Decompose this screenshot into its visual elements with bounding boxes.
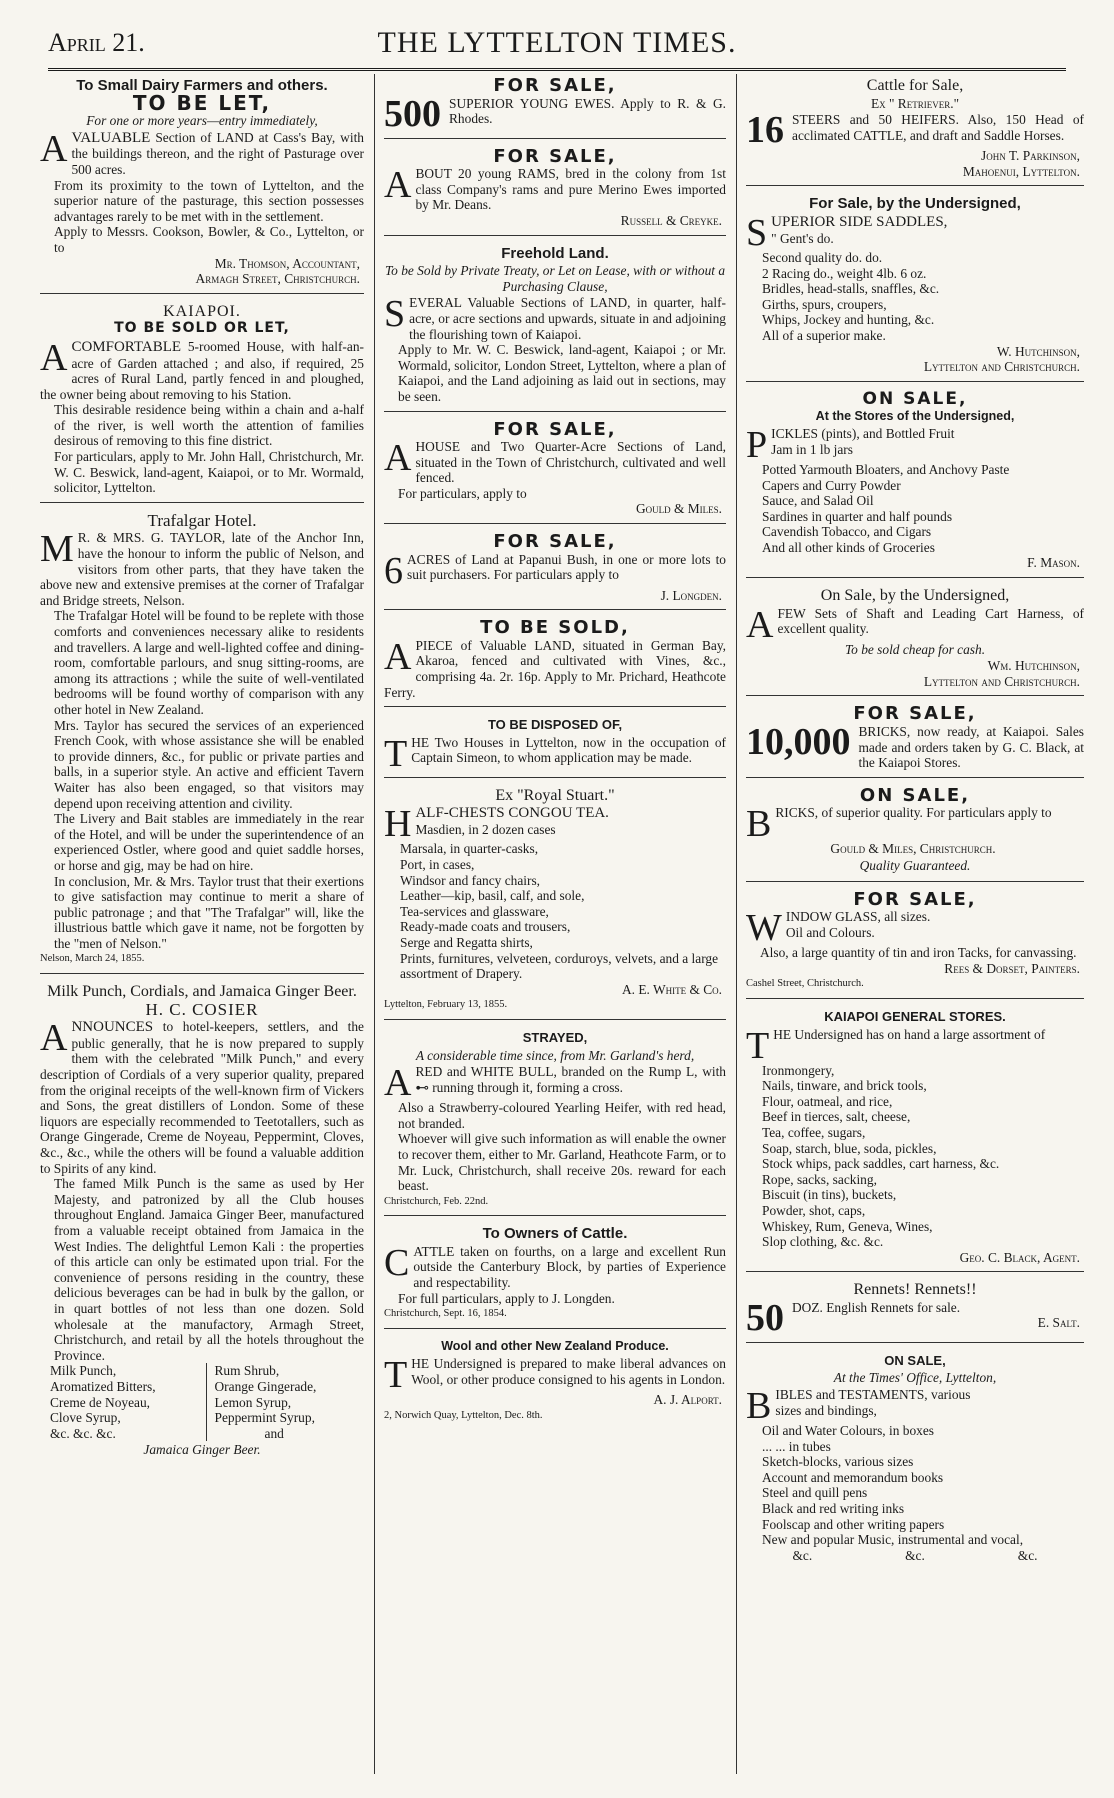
ad-heading: FOR SALE, [493, 531, 617, 553]
list-item: Black and red writing inks [762, 1501, 905, 1517]
ad-owners-of-cattle [384, 1222, 726, 1329]
ad-lead: COMFORTABLE [71, 338, 182, 355]
ad-signature: Geo. C. Black, Agent. [959, 1249, 1080, 1265]
ad-body: In conclusion, Mr. & Mrs. Taylor trust that their exertions to give satisfaction may continue to merit a share of public patronage ; and that "The Trafalgar" will, like the illustrious battle which gave it name, not be forgotten by the "men of Nelson." [54, 873, 364, 951]
list-item: Stock whips, pack saddles, cart harness, &c. [762, 1156, 1000, 1172]
ad-heading: Freehold Land. [501, 244, 609, 262]
ad-signature: E. Salt. [1037, 1315, 1080, 1331]
list-item: Cavendish Tobacco, and Cigars [762, 524, 932, 540]
product-list [40, 1363, 364, 1441]
drop-cap: A [40, 336, 68, 379]
column-1 [40, 74, 364, 1774]
etc-mark: &c. [792, 1547, 813, 1563]
ad-signature: W. Hutchinson, [996, 343, 1080, 359]
list-item: Powder, shot, caps, [762, 1202, 866, 1218]
ad-body: Oil and Colours. [785, 924, 875, 940]
drop-cap: A [384, 635, 412, 678]
ad-dateline: 2, Norwich Quay, Lyttelton, Dec. 8th. [384, 1410, 543, 1422]
list-item: Marsala, in quarter-casks, [400, 841, 539, 857]
ad-address: Mahoenui, Lyttelton. [962, 163, 1080, 179]
ad-body: 5-roomed House, with half-an-acre of Garden attached ; and also, if required, 25 acres of Rural Land, partly fenced in and ploughed, the owner being about removing to his Station. [40, 338, 364, 402]
ad-christchurch-house [384, 418, 726, 525]
list-item: Windsor and fancy chairs, [400, 872, 541, 888]
ad-body: From its proximity to the town of Lyttelton, and the superior nature of the pasturage, this section possesses advantages rarely to be met with in the settlement. [54, 177, 364, 224]
ad-times-office [746, 1349, 1084, 1570]
list-item: Whips, Jockey and hunting, &c. [762, 312, 935, 328]
list-item: Nails, tinware, and brick tools, [762, 1078, 927, 1094]
list-item: 2 Racing do., weight 4lb. 6 oz. [762, 265, 927, 281]
list-item: New and popular Music, instrumental and vocal, [762, 1532, 1024, 1548]
drop-cap: T [746, 1024, 770, 1067]
ad-heading: KAIAPOI GENERAL STORES. [824, 1008, 1006, 1024]
ad-strayed-bull [384, 1026, 726, 1216]
list-item: Beef in tierces, salt, cheese, [762, 1109, 911, 1125]
list-item: Girths, spurs, croupers, [762, 296, 887, 312]
ad-heading: Ex "Royal Stuart." [495, 786, 615, 804]
ad-big-number: 10,000 [746, 721, 851, 764]
ad-royal-stuart [384, 784, 726, 1020]
list-item: Sketch-blocks, various sizes [762, 1454, 914, 1470]
list-item: Masdien, in 2 dozen cases [415, 822, 556, 837]
list-item: Steel and quill pens [762, 1485, 868, 1501]
ad-body: For particulars, apply to Mr. John Hall, Christchurch, Mr. W. C. Beswick, land-agent, Kaiapoi, or to Mr. Wormald, solicitor, Lyttelton. [54, 449, 364, 496]
ad-lead: ICKLES (pints), and Bottled Fruit [771, 425, 955, 441]
ad-heading: FOR SALE, [493, 418, 617, 440]
ad-lead: INDOW GLASS, all sizes. [785, 909, 931, 925]
ad-body: ATTLE taken on fourths, on a large and excellent Run outside the Canterbury Block, by parties of Experience and respectability. [413, 1243, 726, 1291]
drop-cap: A [746, 603, 774, 646]
list-item: ... ... in tubes [762, 1438, 831, 1454]
ad-side-saddles [746, 192, 1084, 381]
list-item: Sardines in quarter and half pounds [762, 508, 953, 524]
list-item: Peppermint Syrup, [214, 1410, 315, 1426]
drop-cap: B [746, 803, 772, 846]
ad-heading: Cattle for Sale, [866, 77, 964, 94]
ad-body: DOZ. English Rennets for sale. [792, 1299, 961, 1315]
ad-cart-harness [746, 584, 1084, 696]
ad-body: Mrs. Taylor has secured the services of an experienced French Cook, with whose assistance she will be enabled to provide dinners, &c., for public or private parties and balls, in a superior style. An active and efficient Tavern Waiter has also been engaged, so that visitors may depend upon receiving attention and civility. [54, 717, 364, 811]
list-item: Account and memorandum books [762, 1469, 944, 1485]
ad-subheading: For one or more years—entry immediately, [86, 113, 318, 129]
ad-body: Apply to Messrs. Cookson, Bowler, & Co., Lyttelton, or to [54, 224, 364, 255]
drop-cap: C [384, 1241, 410, 1284]
ad-address: Lyttelton and Christchurch. [923, 673, 1080, 689]
list-item: Tea-services and glassware, [400, 903, 549, 919]
ad-heading: Wool and other New Zealand Produce. [441, 1338, 669, 1353]
ad-body: For full particulars, apply to J. Longden. [398, 1290, 615, 1306]
ad-freehold-land [384, 242, 726, 412]
list-item: Slop clothing, &c. &c. [762, 1234, 884, 1250]
drop-cap: T [384, 732, 408, 775]
ad-signature: Russell & Creyke. [620, 212, 722, 228]
list-item: " Gent's do. [771, 230, 834, 246]
list-item: Port, in cases, [400, 857, 475, 872]
ad-heading: Rennets! Rennets!! [853, 1281, 977, 1299]
drop-cap: A [384, 164, 412, 207]
ad-heading: FOR SALE, [493, 145, 617, 167]
list-item: Biscuit (in tins), buckets, [762, 1187, 897, 1203]
ad-heading: Trafalgar Hotel. [147, 510, 257, 530]
ad-heading: On Sale, by the Undersigned, [820, 587, 1010, 605]
ad-pickles-groceries [746, 388, 1084, 578]
ad-body: ACRES of Land at Papanui Bush, in one or more lots to suit purchasers. For particulars apply to [407, 551, 726, 583]
drop-cap: M [40, 528, 74, 571]
ad-rennets [746, 1278, 1084, 1343]
ad-signature: J. Longden. [660, 587, 722, 603]
ad-subheading: At the Times' Office, Lyttelton, [833, 1370, 997, 1386]
list-item: Tea, coffee, sugars, [762, 1124, 866, 1140]
ad-window-glass [746, 888, 1084, 999]
ad-body: The Livery and Bait stables are immediately in the rear of the Hotel, and will be under the superintendence of an experienced Ostler, where good and quiet saddle horses, or horse and gig, may be had on hire. [54, 811, 364, 873]
ad-body: HOUSE and Two Quarter-Acre Sections of Land, situated in the Town of Christchurch, cultivated and well fenced. [415, 439, 726, 486]
column-rule [736, 74, 737, 1774]
list-item: All of a superior make. [762, 327, 886, 343]
drop-cap: W [746, 907, 782, 950]
ad-wool-produce [384, 1335, 726, 1430]
drop-cap: A [40, 127, 68, 170]
list-item: Foolscap and other writing papers [762, 1516, 945, 1532]
list-item: Second quality do. do. [762, 249, 883, 265]
ad-body: For particulars, apply to [398, 485, 527, 501]
ad-body: The Trafalgar Hotel will be found to be replete with those comforts and conveniences necessary alike to residents and travellers. A large and well-lighted coffee and dining-room, comfortable parlours, and snug sitting-rooms, are among its attractions ; while the suite of well-ventilated bedrooms will be found worthy of comparison with any other hotel in New Zealand. [54, 608, 364, 717]
ad-big-number: 50 [746, 1296, 784, 1339]
ad-cosier-cordials [40, 980, 364, 1465]
list-item: Orange Gingerade, [214, 1378, 317, 1394]
ad-big-number: 500 [384, 92, 441, 135]
list-item: Aromatized Bitters, [50, 1378, 156, 1394]
ad-lead: VALUABLE [71, 129, 151, 146]
drop-cap: P [746, 423, 768, 466]
ad-body: Apply to Mr. W. C. Beswick, land-agent, Kaiapoi ; or Mr. Wormald, solicitor, London Street, Lyttelton, where a plan of Kaiapoi, and the Land adjoining as laid out in sections, may be seen. [398, 342, 726, 404]
ad-heading: KAIAPOI. [163, 302, 241, 320]
ad-lead: IBLES and TESTAMENTS, various [775, 1387, 971, 1403]
ad-dateline: Christchurch, Sept. 16, 1854. [384, 1308, 507, 1320]
list-item: Soap, starch, blue, soda, pickles, [762, 1140, 937, 1156]
list-item: sizes and bindings, [775, 1402, 877, 1418]
ad-bricks-kaiapoi [746, 702, 1084, 777]
etc-mark: &c. [1017, 1547, 1038, 1563]
etc-mark: &c. [905, 1547, 925, 1563]
ad-body: HE Undersigned is prepared to make liberal advances on Wool, or other produce consigned to his agents in London. [411, 1356, 726, 1388]
ad-body: BRICKS, now ready, at Kaiapoi. Sales made and orders taken by G. C. Black, at the Kaiapoi Stores. [858, 724, 1084, 771]
ad-heading: TO BE SOLD, [480, 617, 630, 639]
ad-body: STEERS and 50 HEIFERS. Also, 150 Head of acclimated CATTLE, and draft and Saddle Horses. [792, 112, 1084, 143]
ad-dateline: Nelson, March 24, 1855. [40, 953, 145, 965]
ad-body: RED and WHITE BULL, branded on the Rump L, with ⊷ running through it, forming a cross. [415, 1064, 726, 1095]
ad-trafalgar-hotel [40, 509, 364, 974]
ad-lyttelton-houses [384, 713, 726, 778]
ad-body: PIECE of Valuable LAND, situated in German Bay, Akaroa, fenced and cultivated with Vines, &c., comprising 4a. 2r. 16p. Apply to Mr. Prichard, Heathcote Ferry. [384, 637, 726, 700]
ad-body: HE Two Houses in Lyttelton, now in the occupation of Captain Simeon, to whom application may be made. [411, 734, 726, 766]
drop-cap: S [384, 293, 406, 336]
drop-cap: 6 [384, 549, 403, 592]
ad-signature: Gould & Miles. [635, 501, 722, 517]
ad-body: SUPERIOR YOUNG EWES. Apply to R. & G. Rhodes. [449, 95, 726, 127]
ad-dateline: Christchurch, Feb. 22nd. [384, 1195, 489, 1207]
list-item: Prints, furnitures, velveteen, corduroys, velvets, and a large assortment of Drapery. [400, 950, 719, 982]
list-item: Creme de Noyeau, [50, 1394, 151, 1410]
list-item: Ready-made coats and trousers, [400, 919, 571, 935]
ad-ewes [384, 74, 726, 139]
ad-address: Armagh Street, Christchurch. [195, 271, 360, 287]
ad-title: TO BE LET, [132, 90, 272, 115]
ad-body: Section of LAND at Cass's Bay, with the buildings thereon, and the right of Pasturage over 500 acres. [71, 129, 364, 177]
ad-heading: Milk Punch, Cordials, and Jamaica Ginger Beer. [47, 983, 357, 1001]
ad-heading: FOR SALE, [493, 75, 617, 96]
ad-akaroa-land [384, 616, 726, 707]
ad-title: TO BE SOLD OR LET, [114, 320, 290, 337]
ad-heading: ON SALE, [862, 388, 968, 409]
ad-body: R. & MRS. G. TAYLOR, late of the Anchor Inn, have the honour to inform the public of Nelson, and visitors from other parts, that they have taken the above new and extensive premises at the corner of Trafalgar and Bridge streets, Nelson. [40, 530, 364, 608]
ad-body: FEW Sets of Shaft and Leading Cart Harness, of excellent quality. [777, 605, 1084, 637]
ad-kaiapoi-general-stores [746, 1005, 1084, 1272]
ad-heading: TO BE DISPOSED OF, [487, 717, 623, 733]
ad-signature: Wm. Hutchinson, [987, 658, 1080, 674]
ad-dateline: Lyttelton, February 13, 1855. [384, 999, 508, 1011]
ad-note: To be sold cheap for cash. [844, 641, 986, 657]
ad-lead: ALF-CHESTS CONGOU TEA. [415, 805, 609, 822]
etc-line [746, 1548, 1084, 1564]
ad-body: Also a Strawberry-coloured Yearling Heifer, with red head, not branded. [398, 1100, 726, 1131]
ad-body: HE Undersigned has on hand a large assortment of [773, 1026, 1046, 1042]
list-item: Bridles, head-stalls, snaffles, &c. [762, 281, 940, 297]
ad-papanui-acres [384, 530, 726, 610]
ad-subheading: A considerable time since, from Mr. Garland's herd, [415, 1047, 695, 1063]
list-item: Clove Syrup, [50, 1410, 121, 1426]
ad-bricks-gould-miles [746, 784, 1084, 882]
column-3 [746, 74, 1084, 1774]
ad-signature: F. Mason. [1027, 555, 1080, 571]
ad-rams [384, 145, 726, 236]
drop-cap: H [384, 803, 412, 846]
list-item: Capers and Curry Powder [762, 477, 901, 493]
ad-cattle-for-sale [746, 74, 1084, 186]
column-rule [374, 74, 375, 1774]
ad-signature: Mr. Thomson, Accountant, [214, 255, 360, 271]
ad-subheading: To be Sold by Private Treaty, or Let on Lease, with or without a Purchasing Clause, [384, 263, 726, 294]
ad-body: This desirable residence being within a chain and a-half of the river, is well worth the attention of families desirous of removing to this fine district. [54, 402, 364, 449]
ad-signature: Rees & Dorset, Painters. [944, 960, 1080, 976]
list-item: Ironmongery, [762, 1062, 835, 1078]
list-item: Rum Shrub, [214, 1363, 280, 1379]
list-item: Sauce, and Salad Oil [762, 493, 874, 509]
newspaper-title: THE LYTTELTON TIMES. [377, 26, 737, 59]
ad-heading: FOR SALE, [853, 888, 977, 910]
ad-note: Quality Guaranteed. [859, 858, 971, 873]
ad-lead: NNOUNCES [71, 1019, 154, 1036]
list-item: Lemon Syrup, [214, 1394, 292, 1410]
drop-cap: B [746, 1385, 772, 1428]
ad-body: Also, a large quantity of tin and iron Tacks, for canvassing. [760, 945, 1077, 961]
list-item: Oil and Water Colours, in boxes [762, 1423, 934, 1439]
list-item: Serge and Regatta shirts, [400, 934, 533, 950]
ad-dairy-land-to-let [40, 74, 364, 294]
ad-signature: John T. Parkinson, [981, 148, 1080, 164]
list-item: And all other kinds of Groceries [762, 539, 935, 555]
ad-body: to hotel-keepers, settlers, and the public generally, that he is now prepared to supply them with the celebrated "Milk Punch," and every description of Cordials of a very superior quality, prepared from the original receipts of the well-known firm of Vickers and Sons, the great distillers of London. Some of these liquors are especially recommended to Teetotallers, such as Orange Gingerade, Creme de Noyeau, Peppermint, Cloves, &c., &c., while the others will be found a valuable addition to Spirits of any kind. [40, 1019, 364, 1176]
ad-closing: Jamaica Ginger Beer. [143, 1442, 261, 1458]
drop-cap: A [384, 437, 412, 480]
column-2 [384, 74, 726, 1774]
ad-body: EVERAL Valuable Sections of LAND, in quarter, half-acre, or acre sections and upwards, situate in and adjoining the flourishing town of Kaiapoi. [409, 295, 726, 342]
ad-subheading: Ex " Retriever." [870, 95, 960, 111]
list-item: Jam in 1 lb jars [771, 441, 853, 457]
drop-cap: A [40, 1017, 68, 1060]
ad-body: Whoever will give such information as will enable the owner to recover them, either to Mr. Garland, Heathcote Farm, or to Mr. Luck, Christchurch, shall receive 20s. reward for each beast. [398, 1131, 726, 1194]
ad-heading: STRAYED, [522, 1029, 588, 1045]
ad-body: BOUT 20 young RAMS, bred in the colony from 1st class Company's rams and pure Merino Ewes imported by Mr. Deans. [415, 166, 726, 213]
list-item: Leather—kip, basil, calf, and sole, [400, 888, 585, 904]
ad-heading: ON SALE, [859, 784, 971, 806]
masthead [48, 22, 1066, 71]
drop-cap: T [384, 1354, 408, 1397]
ad-kaiapoi-house [40, 300, 364, 503]
ad-dateline: Cashel Street, Christchurch. [746, 978, 864, 990]
ad-heading: ON SALE, [884, 1352, 946, 1368]
ad-body: The famed Milk Punch is the same as used by Her Majesty, and patronized by all the Club houses throughout England. Jamaica Ginger Beer, manufactured from a valuable receipt obtained from Jamaica in the West Indies. The delightful Lemon Kali : the properties of this article can only be estimated upon trial. For the convenience of persons residing in the country, these delicious beverages can be had in bulk by the gallon, or in quart bottles of not less than one dozen. Sold wholesale at the manufactory, Armagh Street, Christchurch, and retail by all the hotels throughout the Province. [54, 1176, 364, 1363]
ad-address: Lyttelton and Christchurch. [923, 359, 1080, 375]
issue-date: April 21. [48, 28, 145, 57]
ad-signature: Gould & Miles, Christchurch. [830, 841, 996, 857]
ad-heading: FOR SALE, [853, 703, 977, 725]
list-item: Potted Yarmouth Bloaters, and Anchovy Paste [762, 461, 1010, 477]
list-item: Whiskey, Rum, Geneva, Wines, [762, 1218, 933, 1234]
list-item: &c. &c. &c. [50, 1425, 116, 1441]
ad-signature: A. J. Alport. [653, 1392, 722, 1408]
ad-heading: To Owners of Cattle. [482, 1225, 628, 1243]
list-item: and [264, 1425, 284, 1441]
drop-cap: A [384, 1062, 412, 1105]
list-item: Flour, oatmeal, and rice, [762, 1093, 893, 1109]
ad-heading: For Sale, by the Undersigned, [809, 195, 1021, 213]
list-item: Milk Punch, [50, 1363, 117, 1379]
ad-name: H. C. COSIER [145, 999, 259, 1019]
ad-subheading: At the Stores of the Undersigned, [815, 409, 1015, 424]
ad-lead: UPERIOR SIDE SADDLES, [771, 213, 948, 230]
ad-heading: To Small Dairy Farmers and others. [76, 77, 328, 94]
ad-body: RICKS, of superior quality. For particulars apply to [775, 805, 1052, 821]
list-item: Rope, sacks, sacking, [762, 1171, 877, 1187]
ad-big-number: 16 [746, 109, 784, 152]
drop-cap: S [746, 211, 768, 254]
ad-signature: A. E. White & Co. [621, 981, 722, 997]
